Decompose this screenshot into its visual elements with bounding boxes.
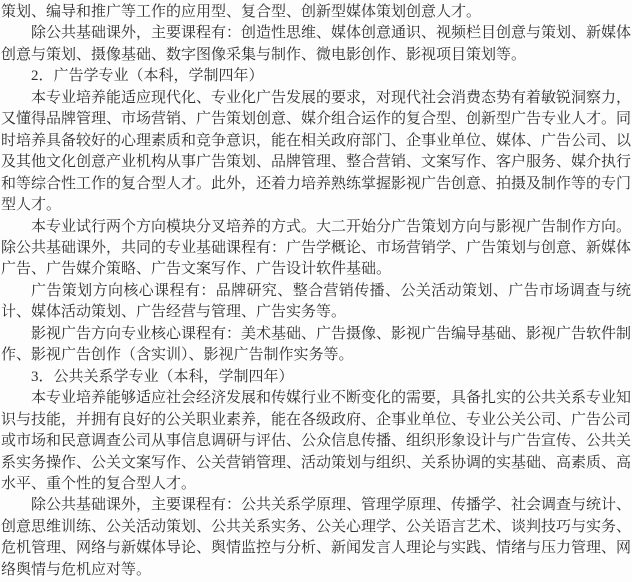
para-public-relations-courses: 除公共基础课外，主要课程有：公共关系学原理、管理学原理、传播学、社会调查与统计、创意思维训练、公关活动策划、公共关系实务、公关心理学、公关语言艺术、谈判技巧与实务、危机管理、网络与新媒体导论、舆情监控与分析、新闻发言人理论与实践、情绪与压力管理、网络舆情与危机应对等。 [1,497,632,578]
para-film-tv-advertising-core-courses: 影视广告方向专业核心课程有：美术基础、广告摄像、影视广告编导基础、影视广告软件制作、影视广告创作（含实训）、影视广告制作实务等。 [1,325,632,364]
para-advertising-direction-and-basic-courses: 本专业试行两个方向模块分叉培养的方式。大二开始分广告策划方向与影视广告制作方向。除公共基础课外，共同的专业基础课程有：广告学概论、市场营销学、广告策划与创意、新媒体广告、广告媒介策略、广告文案写作、广告设计软件基础。 [1,218,632,278]
para-advertising-training-objectives: 本专业培养能适应现代化、专业化广告发展的要求，对现代社会消费态势有着敏锐洞察力，又懂得品牌管理、市场营销、广告策划创意、媒介组合运作的复合型、创新型广告专业人才。同时培养具备较好的心理素质和竞争意识，能在相关政府部门、企事业单位、媒体、广告公司、以及其他文化创意产业机构从事广告策划、品牌管理、整合营销、文案写作、客户服务、媒介执行和等综合性工作的复合型人才。此外，还着力培养熟练掌握影视广告创意、拍摄及制作等的专门型人才。 [1,89,632,214]
para-continuation-media-talent: 策划、编导和推广等工作的应用型、复合型、创新型媒体策划创意人才。 [1,4,482,20]
para-media-major-courses: 除公共基础课外，主要课程有：创造性思维、媒体创意通识、视频栏目创意与策划、新媒体创意与策划、摄像基础、数字图像采集与制作、微电影创作、影视项目策划等。 [1,25,632,63]
heading-public-relations-major: 3．公共关系学专业（本科，学制四年） [31,368,294,385]
heading-advertising-major: 2．广告学专业（本科，学制四年） [31,68,264,85]
para-public-relations-training-objectives: 本专业培养能够适应社会经济发展和传媒行业不断变化的需要，具备扎实的公共关系专业知识与技能，并拥有良好的公关职业素养，能在各级政府、企事业单位、专业公关公司、广告公司或市场和民意调查公司从事信息调研与评估、公众信息传播、组织形象设计与广告宣传、公共关系实务操作、公关文案写作、公关营销管理、活动策划与组织、关系协调的实基础、高素质、高水平、重个性的复合型人才。 [1,390,632,492]
para-advertising-planning-core-courses: 广告策划方向核心课程有：品牌研究、整合营销传播、公关活动策划、广告市场调查与统计、媒体活动策划、广告经营与管理、广告实务等。 [1,282,631,321]
